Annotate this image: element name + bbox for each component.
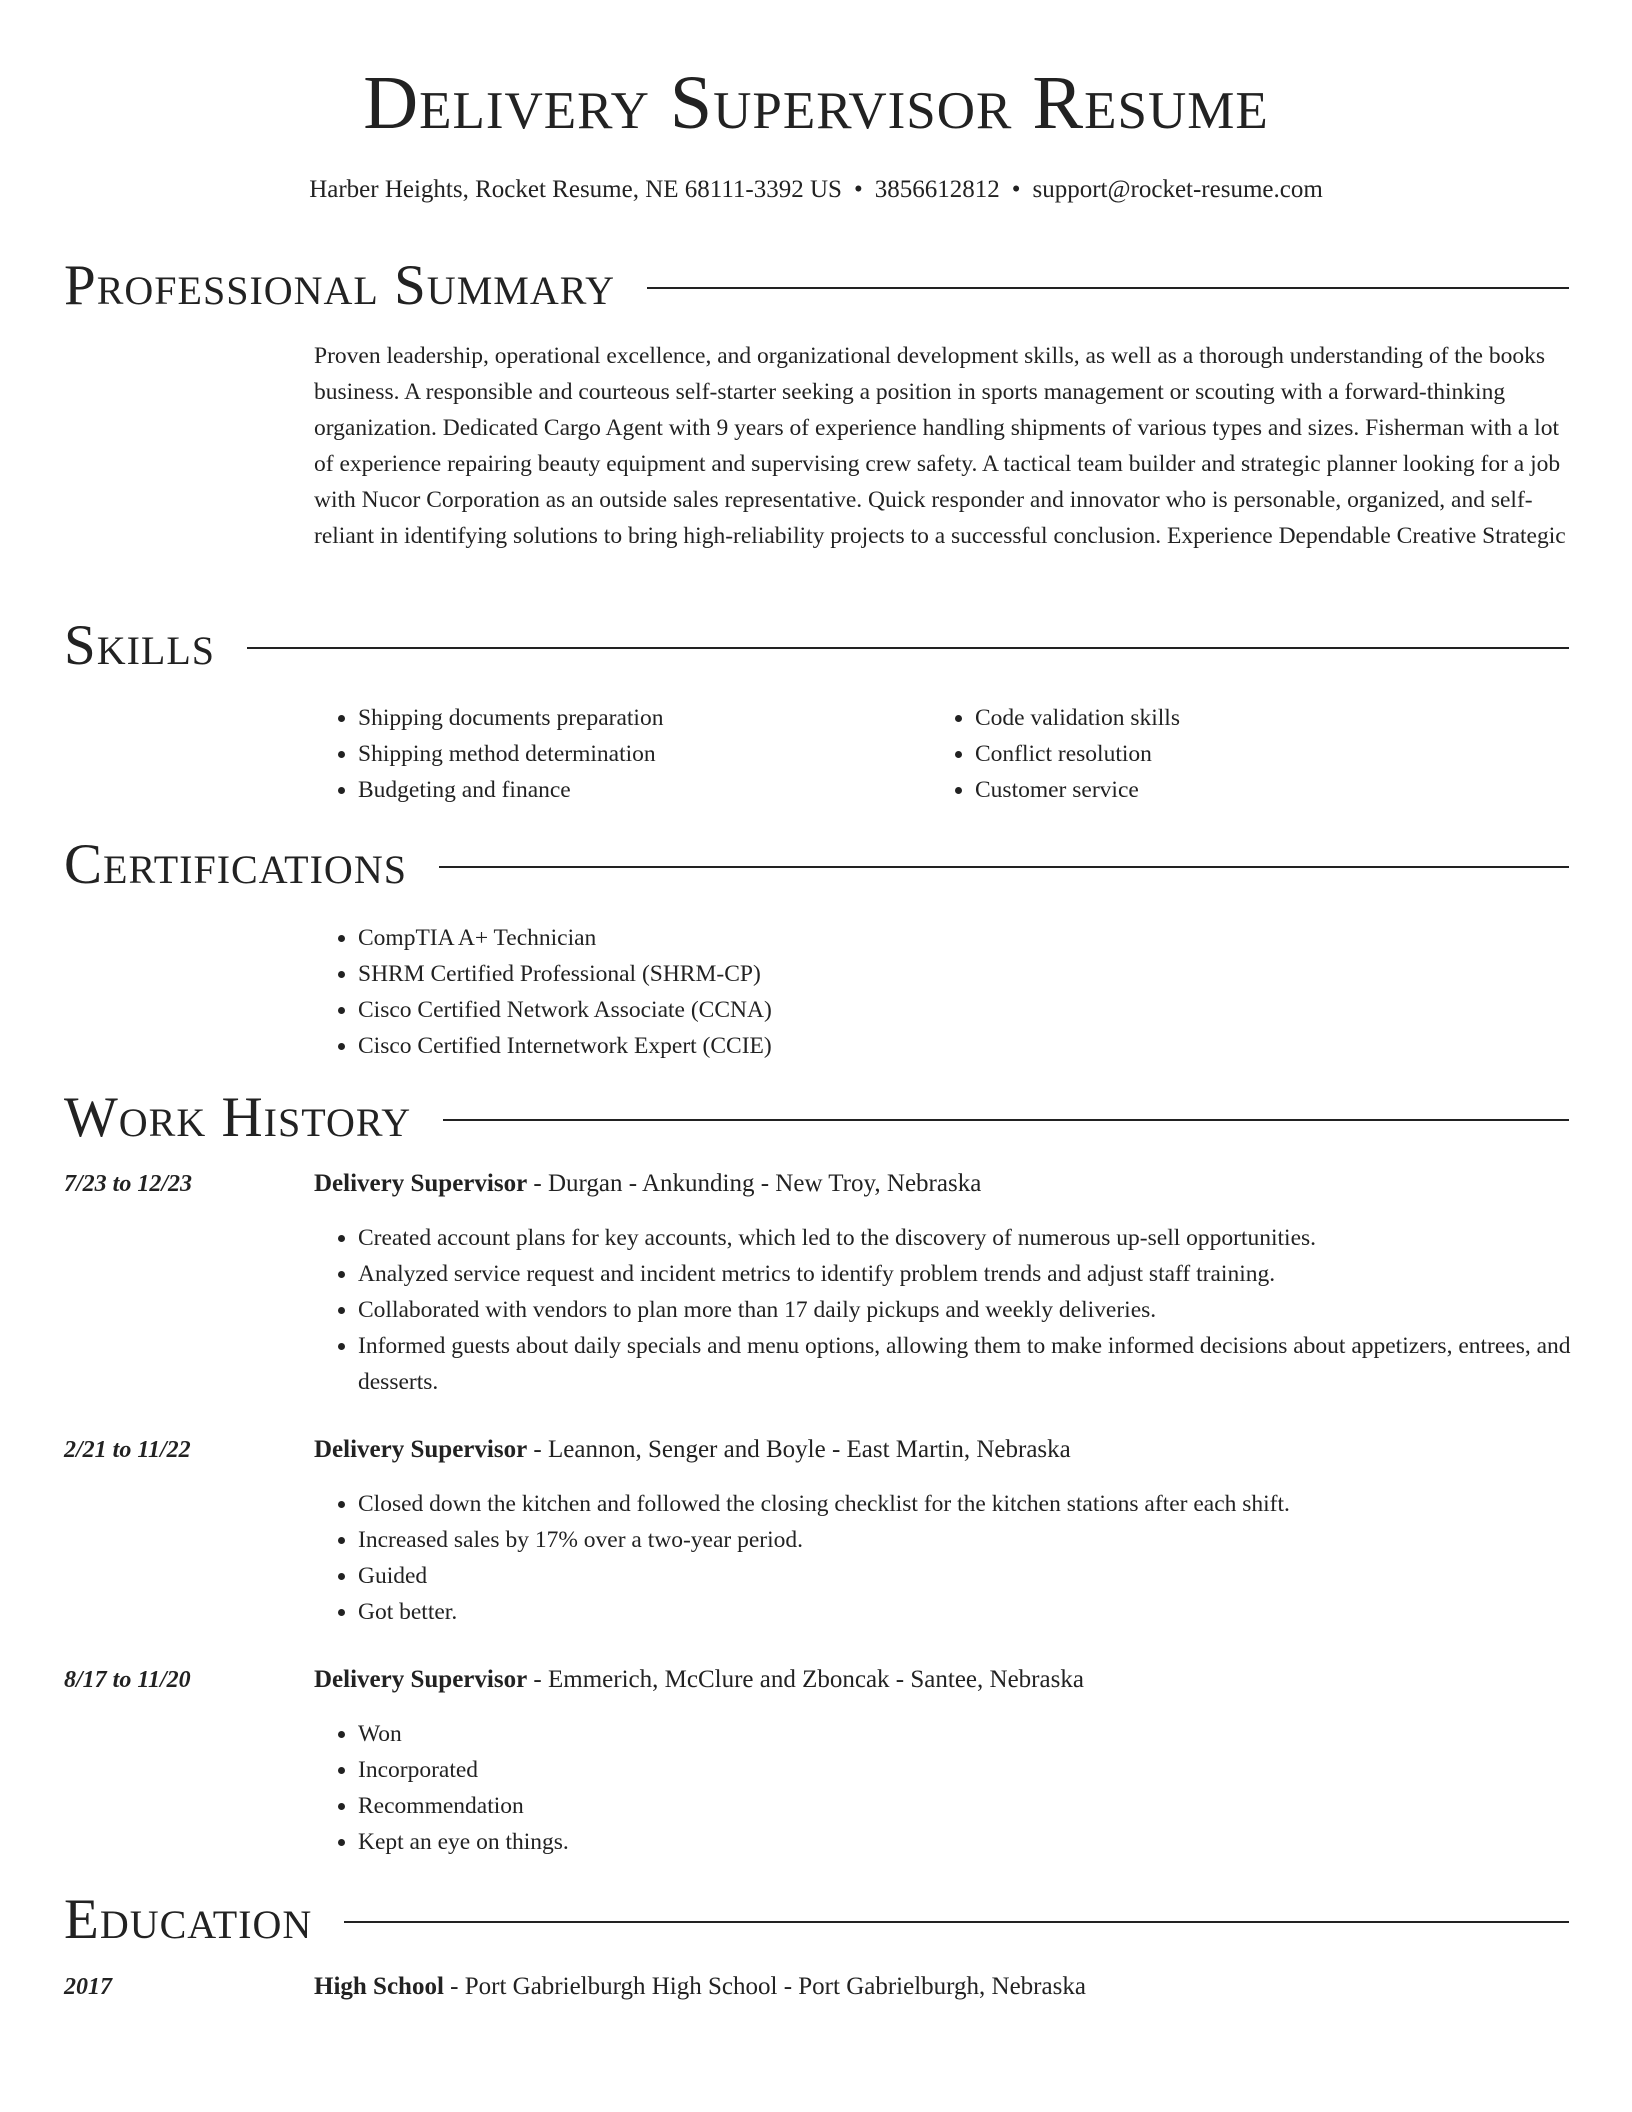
job-duty: • Analyzed service request and incident metrics to identify problem trends and adjust staff training. [358, 1256, 1574, 1292]
job-headline [314, 1166, 1574, 1202]
summary-heading: Professional Summary [64, 254, 616, 317]
summary-text: Proven leadership, operational excellence, and organizational development skills, as well as a thorough understanding of the books business. A responsible and courteous self-starter seeking a position in sports management or scouting with a forward-thinking organization. Dedicated Cargo Agent with 9 years of experience handling shipments of various types and sizes. Fisherman with a lot of experience repairing beauty equipment and supervising crew safety. A tactical team builder and strategic planner looking for a job with Nucor Corporation as an outside sales representative. Quick responder and innovator who is personable, organized, and self-reliant in identifying solutions to bring high-reliability projects to a successful conclusion. Experience Dependable Creative Strategic [314, 343, 1566, 549]
skills-heading: Skills [64, 614, 216, 677]
job-headline [314, 1432, 1574, 1468]
email-address: support@rocket-resume.com [1032, 176, 1323, 203]
job-dates: 7/23 to 12/23 [64, 1171, 193, 1197]
certifications-section-heading [64, 833, 1569, 897]
section-divider [439, 866, 1569, 868]
job-duty: • Incorporated [358, 1752, 1574, 1788]
work-history-section-heading [64, 1086, 1569, 1150]
job-duty: • Recommendation [358, 1788, 1574, 1824]
job-duties [314, 1220, 1574, 1400]
education-year: 2017 [64, 1974, 112, 2000]
certifications-list [314, 920, 1574, 1064]
job-employer: - Leannon, Senger and Boyle - East Martin, Nebraska [527, 1436, 1071, 1463]
job-duty: • Collaborated with vendors to plan more than 17 daily pickups and weekly deliveries. [358, 1292, 1574, 1328]
section-divider [647, 287, 1569, 289]
job-dates: 8/17 to 11/20 [64, 1667, 191, 1693]
skill-item: • Customer service [975, 772, 1548, 808]
education-school: - Port Gabrielburgh High School - Port Gabrielburgh, Nebraska [443, 1973, 1086, 2000]
certification-item: • CompTIA A+ Technician [358, 920, 1574, 956]
certification-item: • SHRM Certified Professional (SHRM-CP) [358, 956, 1574, 992]
job-duty: • Informed guests about daily specials and menu options, allowing them to make informed decisions about appetizers, entrees, and desserts. [358, 1328, 1574, 1400]
page-title: Delivery Supervisor Resume [363, 61, 1269, 145]
job-duty: • Won [358, 1716, 1574, 1752]
summary-section-heading [64, 254, 1569, 318]
job-employer: - Emmerich, McClure and Zboncak - Santee, Nebraska [527, 1666, 1084, 1693]
job-duty: • Kept an eye on things. [358, 1824, 1574, 1860]
contact-line [0, 173, 1632, 207]
section-divider [344, 1921, 1569, 1923]
certifications-heading: Certifications [64, 833, 407, 896]
skill-item: • Shipping method determination [358, 736, 931, 772]
certification-item: • Cisco Certified Internetwork Expert (CCIE) [358, 1028, 1574, 1064]
job-duty: • Guided [358, 1558, 1574, 1594]
job-duty: • Created account plans for key accounts, which led to the discovery of numerous up-sell opportunities. [358, 1220, 1574, 1256]
skill-item: • Budgeting and finance [358, 772, 931, 808]
phone-number: 3856612812 [874, 176, 1000, 203]
job-title: Delivery Supervisor [314, 1170, 528, 1197]
section-divider [247, 647, 1569, 649]
skills-section-heading [64, 614, 1569, 678]
address: Harber Heights, Rocket Resume, NE 68111-3392 US [309, 176, 842, 203]
skill-item: • Shipping documents preparation [358, 700, 931, 736]
skill-item: • Code validation skills [975, 700, 1548, 736]
contact-separator: • [853, 176, 863, 203]
skills-column-right [931, 700, 1548, 808]
skills-list [314, 700, 1574, 808]
job-dates: 2/21 to 11/22 [64, 1437, 191, 1463]
certification-item: • Cisco Certified Network Associate (CCNA) [358, 992, 1574, 1028]
education-heading: Education [64, 1888, 313, 1951]
job-duty: • Closed down the kitchen and followed the closing checklist for the kitchen stations after each shift. [358, 1486, 1574, 1522]
skills-column-left [314, 700, 931, 808]
work-history-heading: Work History [64, 1086, 412, 1149]
education-degree: High School [314, 1973, 444, 2000]
skill-item: • Conflict resolution [975, 736, 1548, 772]
education-headline [314, 1969, 1574, 2005]
job-duty: • Increased sales by 17% over a two-year period. [358, 1522, 1574, 1558]
job-duties [314, 1486, 1574, 1630]
job-duty: • Got better. [358, 1594, 1574, 1630]
job-duties [314, 1716, 1574, 1860]
job-employer: - Durgan - Ankunding - New Troy, Nebraska [527, 1170, 982, 1197]
section-divider [443, 1119, 1569, 1121]
education-section-heading [64, 1888, 1569, 1952]
job-title: Delivery Supervisor [314, 1436, 528, 1463]
job-title: Delivery Supervisor [314, 1666, 528, 1693]
contact-separator: • [1011, 176, 1021, 203]
job-headline [314, 1662, 1574, 1698]
